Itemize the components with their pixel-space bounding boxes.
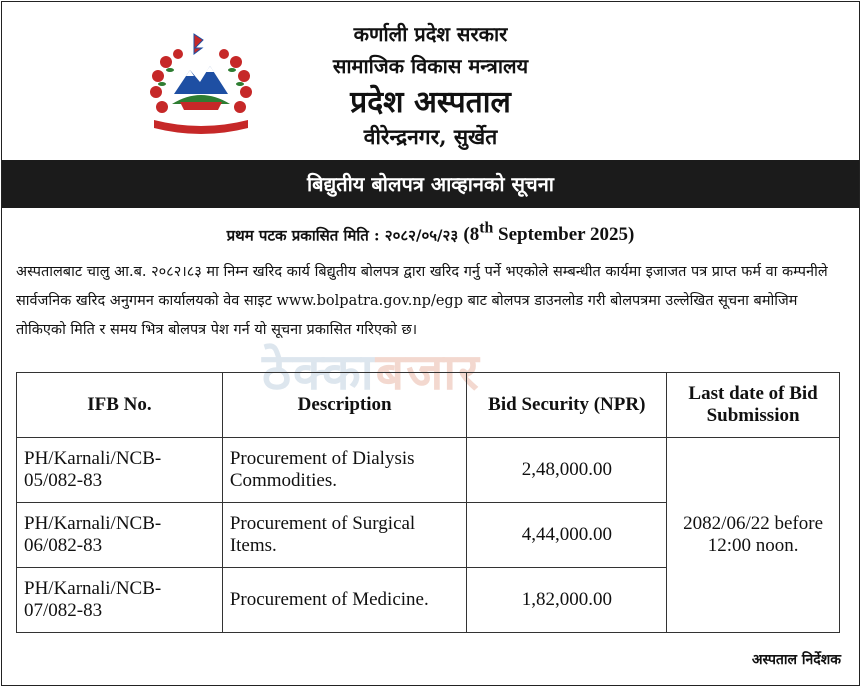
ifb-number: PH/Karnali/NCB-07/082-83 [17, 568, 223, 633]
ministry-name: सामाजिक विकास मन्त्रालय [332, 54, 529, 78]
column-header-ifb: IFB No. [17, 373, 223, 438]
government-name: कर्णाली प्रदेश सरकार [353, 22, 508, 46]
bid-security: 1,82,000.00 [467, 568, 667, 633]
letterhead [2, 2, 859, 159]
hospital-name: प्रदेश अस्पताल [350, 85, 511, 120]
notice-body-text: अस्पतालबाट चालु आ.ब. २०८२।८३ मा निम्न खरिद कार्य बिद्युतीय बोलपत्र द्वारा खरिद गर्नु पर्ने भएकोले सम्बन्धीत कार्यमा इजाजत पत्र प्राप्त फर्म वा कम्पनीले सार्वजनिक खरिद अनुगमन कार्यालयको वेव साइट www.bolpatra.gov.np/egp बाट बोलपत्र डाउनलोड गरी बोलपत्रमा उल्लेखित सूचना बमोजिम तोकिएको मिति र समय भित्र बोलपत्र पेश गर्न यो सूचना प्रकासित गरिएको छ। [16, 264, 828, 338]
column-header-bid-security: Bid Security (NPR) [467, 373, 667, 438]
ifb-number: PH/Karnali/NCB-05/082-83 [17, 438, 223, 503]
column-header-description: Description [222, 373, 467, 438]
description: Procurement of Medicine. [222, 568, 467, 633]
last-date: 2082/06/22 before 12:00 noon. [667, 438, 840, 633]
publication-date [2, 220, 859, 246]
notice-page [1, 1, 860, 686]
description: Procurement of Surgical Items. [222, 503, 467, 568]
notice-title-banner: बिद्युतीय बोलपत्र आव्हानको सूचना [2, 160, 859, 208]
hospital-location: वीरेन्द्रनगर, सुर्खेत [363, 124, 498, 149]
description: Procurement of Dialysis Commodities. [222, 438, 467, 503]
signatory-title: अस्पताल निर्देशक [751, 652, 841, 668]
bid-security: 2,48,000.00 [467, 438, 667, 503]
publication-date-english: (8th September 2025) [463, 220, 635, 246]
column-header-last-date: Last date of Bid Submission [667, 373, 840, 438]
ifb-number: PH/Karnali/NCB-06/082-83 [17, 503, 223, 568]
bid-table [16, 372, 840, 633]
publication-date-nepali: प्रथम पटक प्रकासित मिति : २०८२/०५/२३ [226, 226, 459, 245]
table-row [17, 438, 840, 503]
table-header-row [17, 373, 840, 438]
bid-security: 4,44,000.00 [467, 503, 667, 568]
watermark: ठेक्काबजार [262, 343, 481, 401]
